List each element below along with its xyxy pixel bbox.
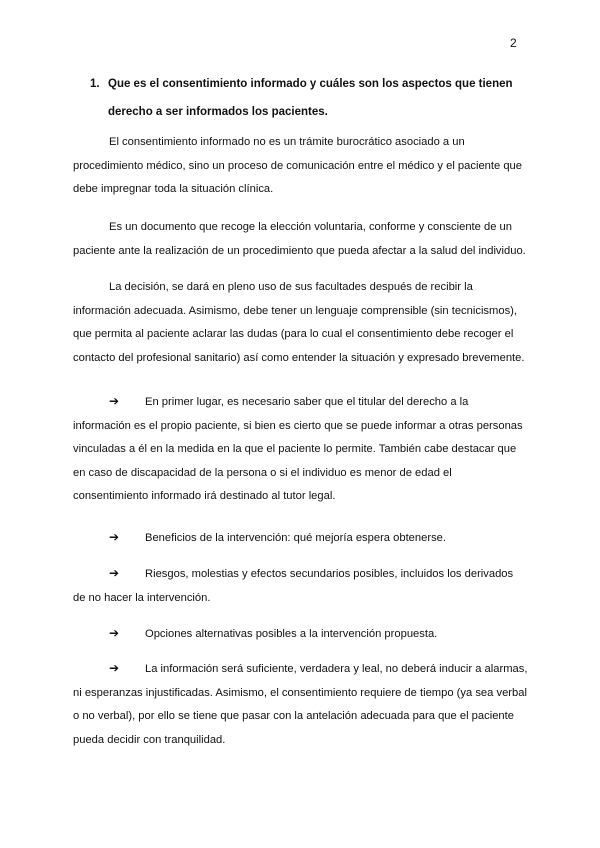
bullet-item-3: [73, 562, 528, 610]
page-number: 2: [510, 36, 517, 50]
paragraph-3-text: La decisión, se dará en pleno uso de sus facultades después de recibir la información adecuada. Asimismo, debe tener un lenguaje comprensible (sin tecnicismos), que permita al paciente aclarar las dudas (para lo cual el consentimiento debe recoger el contacto del profesional sanitario) así como entender la situación y expresado brevemente.: [73, 281, 525, 364]
arrow-icon: ➔: [109, 661, 120, 675]
bullet-item-4: [73, 622, 528, 647]
bullet-item-2: [73, 526, 528, 551]
heading-line-1: Que es el consentimiento informado y cuáles son los aspectos que tienen: [108, 78, 513, 90]
heading-number: 1.: [90, 78, 100, 90]
bullet-4-text: Opciones alternativas posibles a la intervención propuesta.: [145, 628, 438, 640]
paragraph-1: [73, 131, 528, 202]
bullet-2-text: Beneficios de la intervención: qué mejoría espera obtenerse.: [145, 532, 447, 544]
paragraph-2: [73, 216, 528, 263]
section-heading: [90, 70, 530, 126]
paragraph-1-text: El consentimiento informado no es un trámite burocrático asociado a un procedimiento médico, sino un proceso de comunicación entre el médico y el paciente que debe impregnar toda la situación clínica.: [73, 136, 523, 195]
heading-line-2: derecho a ser informados los pacientes.: [108, 106, 328, 118]
arrow-icon: ➔: [109, 626, 120, 640]
paragraph-2-text: Es un documento que recoge la elección voluntaria, conforme y consciente de un paciente ante la realización de un procedimiento que pueda afectar a la salud del individuo.: [73, 221, 526, 257]
arrow-icon: ➔: [109, 566, 120, 580]
bullet-1-text: En primer lugar, es necesario saber que el titular del derecho a la información es el propio paciente, si bien es cierto que se puede informar a otras personas vinculadas a él en la medida en la que el paciente lo permite. También cabe destacar que en caso de discapacidad de la persona o si el individuo es menor de edad el consentimiento informado irá destinado al tutor legal.: [73, 396, 523, 502]
bullet-3-text: Riesgos, molestias y efectos secundarios posibles, incluidos los derivados de no hacer la intervención.: [73, 568, 514, 604]
paragraph-3: [73, 276, 528, 370]
bullet-item-1: [73, 390, 528, 509]
bullet-5-text: La información será suficiente, verdadera y leal, no deberá inducir a alarmas, ni esperanzas injustificadas. Asimismo, el consentimiento requiere de tiempo (ya sea verbal o no verbal), por ello se tiene que pasar con la antelación adecuada para que el paciente pueda decidir con tranquilidad.: [73, 663, 528, 746]
arrow-icon: ➔: [109, 530, 120, 544]
arrow-icon: ➔: [109, 394, 120, 408]
bullet-item-5: [73, 657, 528, 752]
